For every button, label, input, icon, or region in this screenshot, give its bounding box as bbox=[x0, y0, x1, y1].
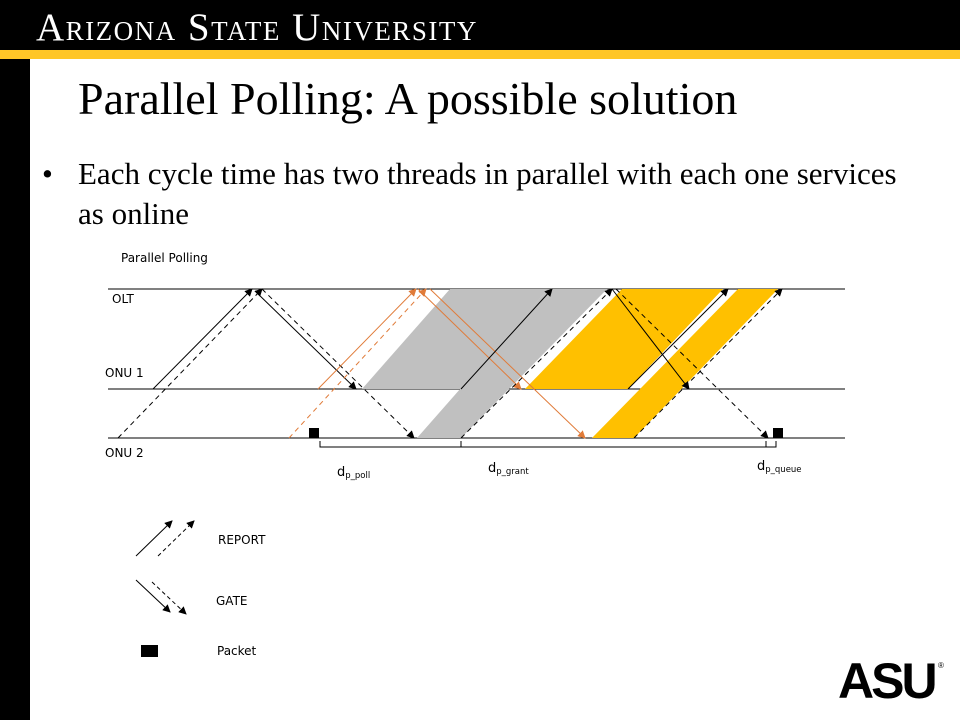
svg-text:®: ® bbox=[938, 661, 944, 670]
legend-report-solid-arrow bbox=[136, 521, 172, 556]
bullet-text: Each cycle time has two threads in parallel with each one services as online bbox=[78, 156, 897, 231]
onu2-label: ONU 2 bbox=[105, 446, 144, 460]
legend-report-label: REPORT bbox=[218, 533, 266, 547]
delay-label-queue: dp_queue bbox=[757, 459, 802, 475]
legend-packet-label: Packet bbox=[217, 644, 257, 658]
delay-bracket bbox=[461, 441, 766, 447]
legend-gate-label: GATE bbox=[216, 594, 248, 608]
legend-report-dashed-arrow bbox=[158, 521, 194, 556]
packet-marker bbox=[309, 428, 319, 438]
delay-bracket bbox=[320, 441, 461, 447]
legend-packet-swatch bbox=[141, 645, 158, 657]
university-name: Arizona State University bbox=[36, 6, 478, 49]
asu-logo-icon bbox=[838, 656, 948, 704]
bullet-dot: • bbox=[42, 156, 53, 191]
diagram-title: Parallel Polling bbox=[121, 251, 208, 265]
olt-label: OLT bbox=[112, 292, 134, 306]
report-arrow bbox=[118, 289, 262, 438]
delay-label-grant: dp_grant bbox=[488, 461, 529, 477]
slide-title: Parallel Polling: A possible solution bbox=[78, 73, 738, 124]
report-arrow bbox=[153, 289, 252, 389]
delay-label-poll: dp_poll bbox=[337, 465, 371, 481]
legend-gate-dashed-arrow bbox=[152, 582, 186, 614]
legend-gate-solid-arrow bbox=[136, 580, 170, 612]
delay-bracket bbox=[766, 441, 776, 447]
asu-logo-text: ASU bbox=[838, 656, 935, 704]
gate-arrow bbox=[255, 291, 356, 389]
packet-marker bbox=[773, 428, 783, 438]
onu1-label: ONU 1 bbox=[105, 366, 144, 380]
